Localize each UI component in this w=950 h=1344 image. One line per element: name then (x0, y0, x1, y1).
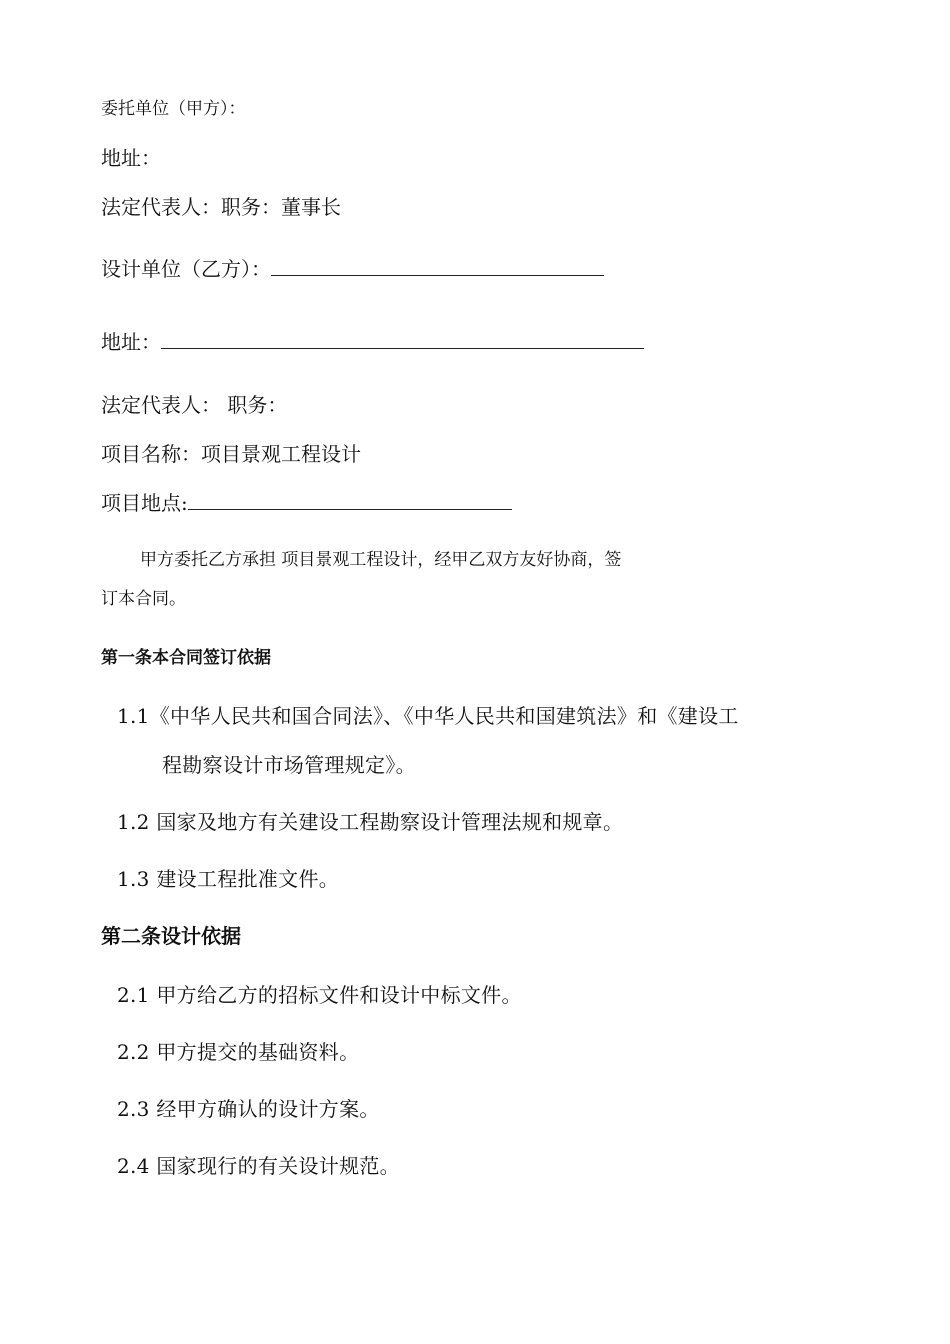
designer-address-row (101, 332, 644, 352)
designer-address-blank-line (161, 332, 644, 349)
project-location-blank-line (188, 493, 512, 510)
intro-paragraph-line-2: 订本合同。 (101, 589, 186, 609)
article-2-item-4: 2.4 国家现行的有关设计规范。 (117, 1154, 400, 1178)
designer-address-label: 地址： (101, 330, 161, 354)
designer-representative-label: 法定代表人： 职务： (101, 393, 288, 417)
article-2-item-1: 2.1 甲方给乙方的招标文件和设计中标文件。 (117, 983, 522, 1007)
article-1-item-1-line-2: 程勘察设计市场管理规定》。 (162, 753, 416, 777)
article-1-item-1-line-1: 1.1《中华人民共和国合同法》、《中华人民共和国建筑法》和《建设工 (117, 704, 739, 728)
article-1-item-2: 1.2 国家及地方有关建设工程勘察设计管理法规和规章。 (117, 810, 624, 834)
project-name-label: 项目名称：项目景观工程设计 (101, 442, 361, 466)
article-2-item-3: 2.3 经甲方确认的设计方案。 (117, 1097, 380, 1121)
designer-label: 设计单位（乙方）： (101, 257, 271, 281)
client-representative-label: 法定代表人：职务：董事长 (101, 195, 341, 219)
article-1-title: 第一条本合同签订依据 (101, 648, 271, 668)
article-2-item-2: 2.2 甲方提交的基础资料。 (117, 1040, 360, 1064)
project-location-row (101, 493, 512, 513)
intro-paragraph-line-1: 甲方委托乙方承担 项目景观工程设计，经甲乙双方友好协商，签 (140, 550, 622, 570)
client-address-label: 地址： (101, 146, 161, 170)
article-2-title: 第二条设计依据 (101, 924, 241, 948)
designer-row (101, 259, 604, 279)
designer-blank-line (271, 259, 604, 276)
article-1-item-3: 1.3 建设工程批准文件。 (117, 867, 340, 891)
client-label: 委托单位（甲方）： (101, 99, 246, 119)
project-location-label: 项目地点: (101, 491, 188, 515)
